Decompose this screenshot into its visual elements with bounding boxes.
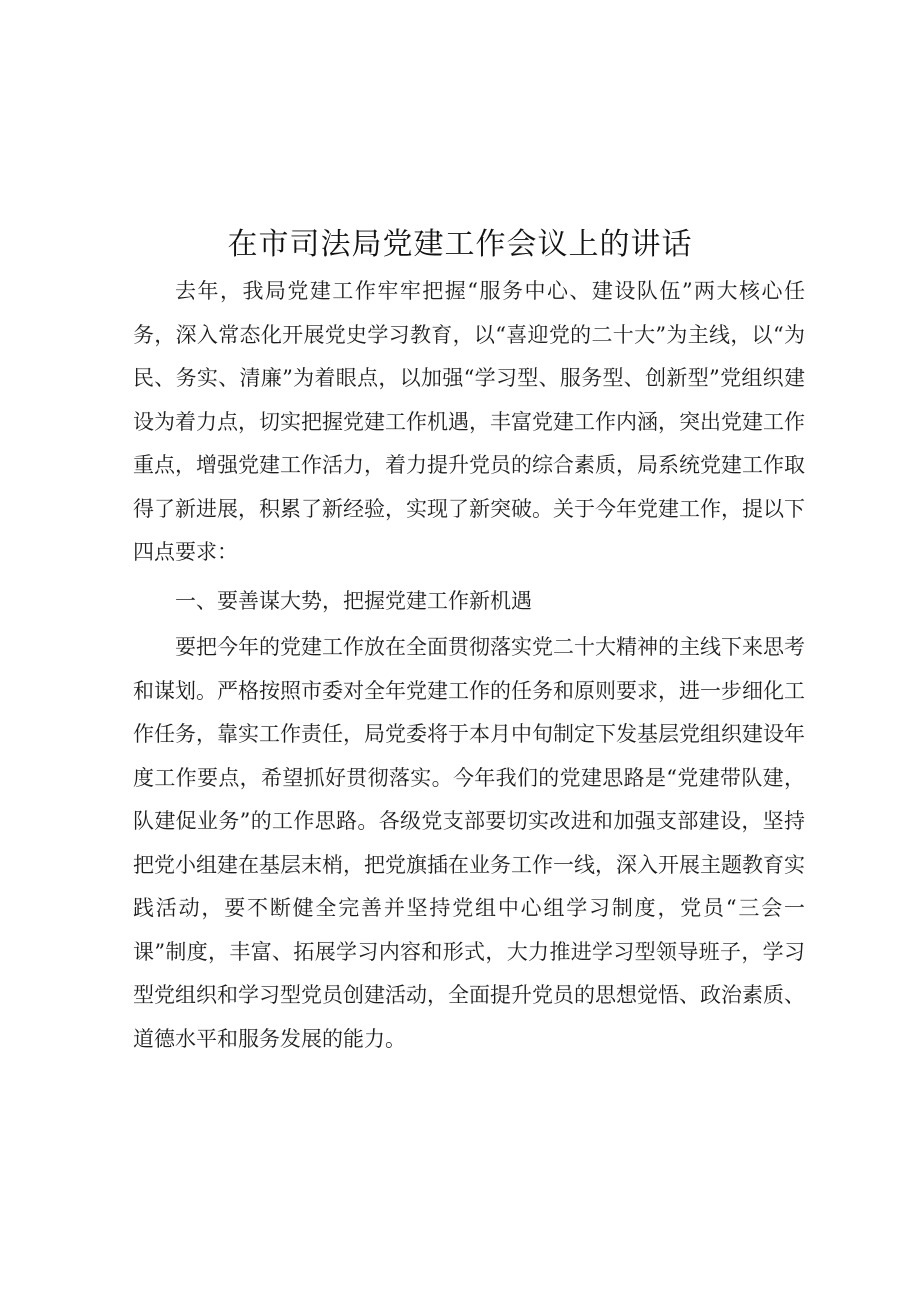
section-heading-one: 一、要善谋大势，把握党建工作新机遇 [175,588,532,613]
document-title: 在市司法局党建工作会议上的讲话 [227,227,693,262]
document-body [133,270,805,1061]
paragraph-section-one: 要把今年的党建工作放在全面贯彻落实党二十大精神的主线下来思考和谋划。严格按照市委对全年党建工作的任务和原则要求，进一步细化工作任务，靠实工作责任，局党委将于本月中旬制定下发基层党组织建设年度工作要点，希望抓好贯彻落实。今年我们的党建思路是“党建带队建，队建促业务”的工作思路。各级党支部要切实改进和加强支部建设，坚持把党小组建在基层末梢，把党旗插在业务工作一线，深入开展主题教育实践活动，要不断健全完善并坚持党组中心组学习制度，党员“三会一课”制度，丰富、拓展学习内容和形式，大力推进学习型领导班子，学习型党组织和学习型党员创建活动，全面提升党员的思想觉悟、政治素质、道德水平和服务发展的能力。 [133,635,805,1051]
paragraph-intro: 去年，我局党建工作牢牢把握“服务中心、建设队伍”两大核心任务，深入常态化开展党史学习教育，以“喜迎党的二十大”为主线，以“为民、务实、清廉”为着眼点，以加强“学习型、服务型、创新型”党组织建设为着力点，切实把握党建工作机遇，丰富党建工作内涵，突出党建工作重点，增强党建工作活力，着力提升党员的综合素质，局系统党建工作取得了新进展，积累了新经验，实现了新突破。关于今年党建工作，提以下四点要求： [133,279,805,564]
